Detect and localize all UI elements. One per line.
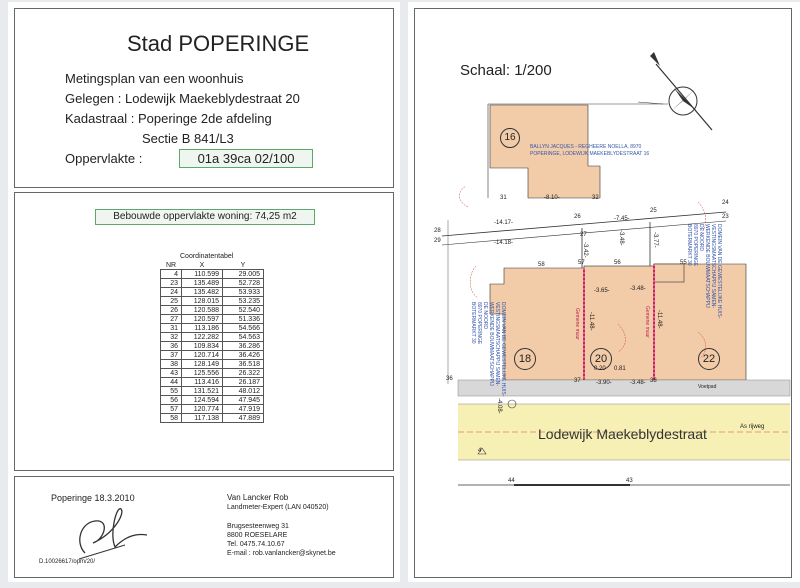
table-row (161, 378, 264, 387)
cell-x: 125.556 (182, 369, 223, 378)
cell-x: 109.834 (182, 342, 223, 351)
cell-nr: 4 (161, 270, 182, 279)
point-38: 38 (650, 378, 657, 384)
cell-x: 113.186 (182, 324, 223, 333)
point-25: 25 (650, 208, 657, 214)
left-sheet (8, 2, 400, 582)
cell-x: 120.774 (182, 405, 223, 414)
reference: D.10026617/opm/20/ (39, 559, 96, 565)
owner-18-line6: BOTERMARKT 30 (470, 302, 476, 344)
cell-nr: 43 (161, 369, 182, 378)
table-row (161, 396, 264, 405)
table-row (161, 297, 264, 306)
col-nr: NR (165, 262, 177, 269)
table-row (161, 351, 264, 360)
cell-y: 52.728 (223, 279, 264, 288)
cell-nr: 26 (161, 306, 182, 315)
owner-16-line2: POPERINGE, LODEWIJK MAEKEBLYDESTRAAT 16 (530, 151, 650, 157)
cell-nr: 37 (161, 351, 182, 360)
owner-18-line1: DOMEIN VAN DE GEWESTELIJKE HUIS- (500, 302, 506, 397)
owner-18-line2: VESTINGSMAATSCHAPPIJ SAMEN- (494, 302, 500, 387)
cell-x: 124.594 (182, 396, 223, 405)
dim-3: -14.18- (494, 240, 514, 246)
point-36: 36 (446, 376, 453, 382)
dim-8: -11.48- (588, 312, 594, 331)
point-27: 27 (580, 232, 587, 238)
cell-y: 53.933 (223, 288, 264, 297)
cell-x: 110.599 (182, 270, 223, 279)
table-row (161, 414, 264, 423)
cell-x: 128.149 (182, 360, 223, 369)
dim-2: -14.17- (494, 220, 514, 226)
cell-x: 120.714 (182, 351, 223, 360)
owner-22 (686, 224, 722, 318)
owner-18-line3: WERKENDE BOUWMAATSCHAPPIJ (488, 302, 494, 386)
dim-5: -3.42- (582, 242, 588, 258)
owner-18-line4: DE NOORD (482, 302, 488, 329)
col-x: X (199, 262, 205, 269)
cell-nr: 23 (161, 279, 182, 288)
point-43: 43 (626, 478, 633, 484)
owner-22-line5: 8970 POPERINGE (692, 224, 698, 267)
point-37: 37 (574, 378, 581, 384)
cell-y: 54.563 (223, 333, 264, 342)
table-row (161, 342, 264, 351)
cell-nr: 32 (161, 333, 182, 342)
cell-nr: 38 (161, 360, 182, 369)
table-row (161, 387, 264, 396)
cell-x: 122.282 (182, 333, 223, 342)
surveyor-title: Landmeter-Expert (LAN 040520) (227, 504, 329, 511)
table-row (161, 369, 264, 378)
coord-table (160, 262, 264, 423)
city-title: Stad POPERINGE (127, 31, 310, 56)
cell-x: 135.489 (182, 279, 223, 288)
cell-nr: 58 (161, 414, 182, 423)
owner-22-line3: WERKENDE BOUWMAATSCHAPPIJ (704, 224, 710, 308)
street: Brugsesteenweg 31 (227, 523, 289, 530)
north-arrow-icon (638, 52, 712, 130)
coord-table-title: Coordinatentabel (180, 253, 234, 260)
owner-22-line4: DE NOORD (698, 224, 704, 251)
dim-13: 0.20 (594, 366, 606, 372)
sidewalk-label: Voetpad (698, 384, 717, 390)
title-block (14, 8, 394, 188)
cell-nr: 36 (161, 342, 182, 351)
cell-x: 128.015 (182, 297, 223, 306)
cell-y: 47.919 (223, 405, 264, 414)
cell-nr: 25 (161, 297, 182, 306)
scale-label: Schaal: 1/200 (460, 62, 552, 79)
point-57: 57 (578, 260, 585, 266)
cell-x: 120.597 (182, 315, 223, 324)
owner-16-line1: BALLYN JACQUES - REGHEERE NOELLA, 8970 (530, 144, 642, 150)
dim-7: -3.77- (652, 232, 658, 248)
house-number-22: 22 (698, 348, 720, 370)
dim-15: -3.65- (594, 288, 610, 294)
dim-14: 0.81 (614, 366, 626, 372)
cell-y: 26.322 (223, 369, 264, 378)
table-row (161, 405, 264, 414)
cell-y: 36.426 (223, 351, 264, 360)
cadastral: Kadastraal : Poperinge 2de afdeling (65, 111, 272, 126)
owner-22-line2: VESTINGSMAATSCHAPPIJ SAMEN- (710, 224, 716, 309)
cell-x: 120.588 (182, 306, 223, 315)
cell-y: 48.012 (223, 387, 264, 396)
phone: Tel. 0475.74.10.67 (227, 541, 285, 548)
dim-11: -3.48- (630, 380, 646, 386)
table-row (161, 315, 264, 324)
cell-y: 26.187 (223, 378, 264, 387)
owner-22-line6: BOTERMARKT 30 (686, 224, 692, 266)
surveyor-name: Van Lancker Rob (227, 493, 289, 502)
point-26: 26 (574, 214, 581, 220)
cell-x: 117.138 (182, 414, 223, 423)
point-31: 31 (500, 195, 507, 201)
cell-nr: 44 (161, 378, 182, 387)
point-29: 29 (434, 238, 441, 244)
plan-type: Metingsplan van een woonhuis (65, 71, 244, 86)
cell-y: 54.566 (223, 324, 264, 333)
cell-y: 53.235 (223, 297, 264, 306)
dim-12: -4.08- (496, 398, 502, 414)
street-axis-label: As rijweg (740, 424, 765, 430)
col-y: Y (240, 262, 246, 269)
point-56: 56 (614, 260, 621, 266)
point-32: 32 (592, 195, 599, 201)
point-44: 44 (508, 478, 515, 484)
email: E-mail : rob.vanlancker@skynet.be (227, 550, 336, 557)
point-55: 55 (680, 260, 687, 266)
cell-x: 131.521 (182, 387, 223, 396)
table-row (161, 270, 264, 279)
table-row (161, 324, 264, 333)
cell-y: 51.336 (223, 315, 264, 324)
built-area: Bebouwde oppervlakte woning: 74,25 m2 (95, 209, 315, 225)
point-4: 4 (478, 448, 482, 454)
point-23: 23 (722, 214, 729, 220)
point-24: 24 (722, 200, 729, 206)
cell-y: 36.286 (223, 342, 264, 351)
footer-block (14, 476, 394, 578)
section: Sectie B 841/L3 (142, 131, 234, 146)
table-row (161, 360, 264, 369)
dim-9: -11.48- (656, 310, 662, 329)
street-name: Lodewijk Maekeblydestraat (538, 426, 707, 442)
house-number-20: 20 (590, 348, 612, 370)
table-row (161, 279, 264, 288)
cell-nr: 55 (161, 387, 182, 396)
table-row (161, 306, 264, 315)
cell-y: 47.945 (223, 396, 264, 405)
owner-18-line5: 8970 POPERINGE (476, 302, 482, 345)
dim-10: -3.90- (596, 380, 612, 386)
place-date: Poperinge 18.3.2010 (51, 493, 135, 503)
cell-nr: 27 (161, 315, 182, 324)
right-sheet (408, 2, 800, 582)
cell-y: 52.540 (223, 306, 264, 315)
dim-1: -8.10- (544, 195, 560, 201)
area-value: 01a 39ca 02/100 (179, 149, 313, 168)
cell-nr: 56 (161, 396, 182, 405)
owner-18 (470, 302, 506, 396)
dim-16: -3.48- (630, 286, 646, 292)
signature (55, 503, 175, 563)
owner-22-line1: DOMEIN VAN DE GEWESTELIJKE HUIS- (716, 224, 722, 319)
cell-x: 135.482 (182, 288, 223, 297)
dim-4: -7.45- (614, 216, 630, 222)
table-row (161, 288, 264, 297)
cell-nr: 24 (161, 288, 182, 297)
point-28: 28 (434, 228, 441, 234)
point-58: 58 (538, 262, 545, 268)
sidewalk (458, 380, 790, 396)
location: Gelegen : Lodewijk Maekeblydestraat 20 (65, 91, 300, 106)
dim-6: -3.48- (618, 230, 624, 246)
table-row (161, 333, 264, 342)
cell-nr: 57 (161, 405, 182, 414)
wall-label-1: Gemene muur (574, 308, 580, 340)
cell-nr: 31 (161, 324, 182, 333)
cell-y: 47.889 (223, 414, 264, 423)
house-number-16: 16 (500, 128, 520, 148)
cell-y: 29.005 (223, 270, 264, 279)
area-label: Oppervlakte : (65, 151, 143, 166)
house-number-18: 18 (514, 348, 536, 370)
cell-y: 36.518 (223, 360, 264, 369)
wall-label-2: Gemene muur (644, 306, 650, 338)
city: 8800 ROESELARE (227, 532, 288, 539)
cell-x: 113.416 (182, 378, 223, 387)
